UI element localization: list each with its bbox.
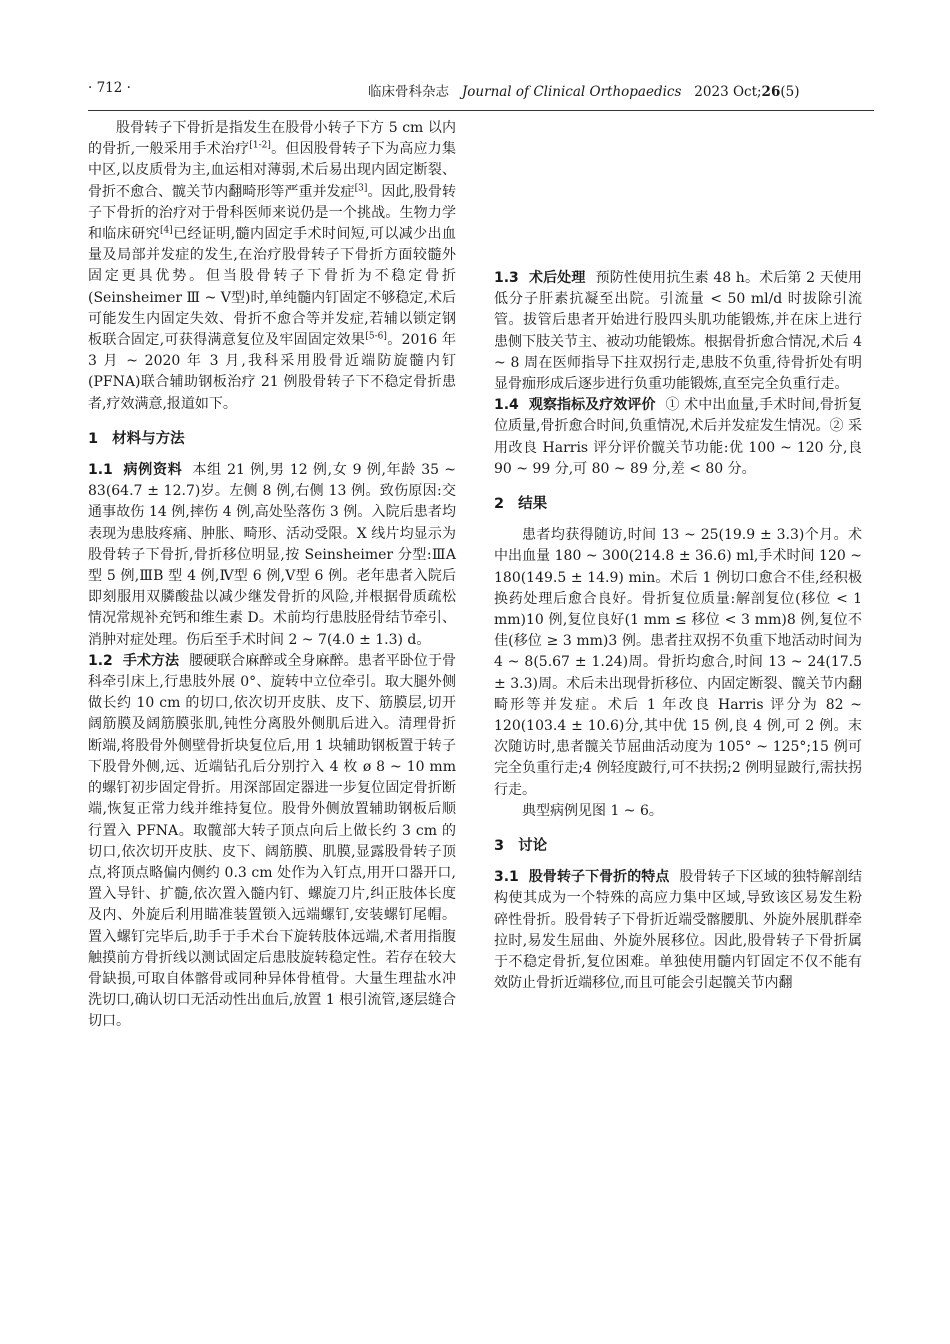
right-column-content: [494, 118, 862, 995]
subsection-1-2: 1.2 手术方法 腰硬联合麻醉或全身麻醉。患者平卧位于骨科牵引床上,行患肢外展 0°、旋转中立位牵引。取大腿外侧做长约 10 cm 的切口,依次切开皮肤、皮下、筋膜层,切开阔筋膜及阔筋膜张肌,钝性分离股外侧肌后进入。清理骨折断端,将股骨外侧壁骨折块复位后,用 1 块辅助钢板置于转子下股骨外侧,远、近端钻孔后分别拧入 4 枚 ø 8 ~ 10 mm 的螺钉初步固定骨折。用深部固定器进一步复位固定骨折断端,恢复正常力线并维持复位。股骨外侧放置辅助钢板后顺行置入 PFNA。取髋部大转子顶点向后上做长约 3 cm 的切口,依次切开皮肤、皮下、阔筋膜、肌膜,显露股骨转子顶点,将顶点略偏内侧约 0.3 cm 处作为入钉点,用开口器开口,置入导针、扩髓,依次置入髓内钉、螺旋刀片,纠正肢体长度及内、外旋后利用瞄准装置锁入远端螺钉,安装螺钉尾帽。置入螺钉完毕后,助手于手术台下旋转肢体远端,术者用指腹触摸前方骨折线以测试固定后患肢旋转稳定性。若存在较大骨缺损,可取自体髂骨或同种异体骨植骨。大量生理盐水冲洗切口,确认切口无活动性出血后,放置 1 根引流管,逐层缝合切口。: [88, 652, 457, 1030]
subsection-title: 观察指标及疗效评价: [528, 397, 656, 414]
results-paragraph: 患者均获得随访,时间 13 ~ 25(19.9 ± 3.3)个月。术中出血量 180 ~ 300(214.8 ± 36.6) ml,手术时间 120 ~ 180(149.5 ± 14.9) min。术后 1 例切口愈合不佳,经积极换药处理后愈合良好。骨折复位质量:解剖复位(移位 < 1 mm)10 例,复位良好(1 mm ≤ 移位 < 3 mm)8 例,复位不佳(移位 ≥ 3 mm)3 例。患者拄双拐不负重下地活动时间为 4 ~ 8(5.67 ± 1.24)周。骨折均愈合,时间 13 ~ 24(17.5 ± 3.3)周。术后未出现骨折移位、内固定断裂、髋关节内翻畸形等并发症。术后 1 年改良 Harris 评分为 82 ~ 120(103.4 ± 10.6)分,其中优 15 例,良 4 例,可 2 例。末次随访时,患者髋关节屈曲活动度为 105° ~ 125°;15 例可完全负重行走;4 例轻度跛行,可不扶拐;2 例明显跛行,需扶拐行走。: [494, 527, 862, 798]
subsection-title: 术后处理: [528, 270, 586, 286]
intro-paragraph: 股骨转子下骨折是指发生在股骨小转子下方 5 cm 以内的骨折,一般采用手术治疗[1-2]。但因股骨转子下为高应力集中区,以皮质骨为主,血运相对薄弱,术后易出现内固定断裂、骨折不愈合、髋关节内翻畸形等严重并发症[3]。因此,股骨转子下骨折的治疗对于骨科医师来说仍是一个挑战。生物力学和临床研究[4]已经证明,髓内固定手术时间短,可以减少出血量及局部并发症的发生,在治疗股骨转子下骨折方面较髓外固定更具优势。但当股骨转子下骨折为不稳定骨折(Seinsheimer Ⅲ ~ Ⅴ型)时,单纯髓内钉固定不够稳定,术后可能发生内固定失效、骨折不愈合等并发症,若辅以锁定钢板联合固定,可获得满意复位及牢固固定效果[5-6]。2016 年 3 月 ~ 2020 年 3 月,我科采用股骨近端防旋髓内钉(PFNA)联合辅助钢板治疗 21 例股骨转子下不稳定骨折患者,疗效满意,报道如下。: [88, 120, 457, 412]
issue-number: (5): [780, 84, 800, 100]
issue-date: 2023 Oct;: [694, 84, 762, 100]
subsection-title: 病例资料: [122, 462, 183, 479]
running-header: [88, 80, 874, 102]
left-column: [88, 118, 456, 1033]
citation-ref: [3]: [354, 182, 368, 193]
volume-number: 26: [761, 84, 781, 100]
journal-citation: [368, 80, 799, 100]
page-number: · 712 ·: [88, 80, 131, 96]
subsection-1-3: 1.3 术后处理 预防性使用抗生素 48 h。术后第 2 天使用低分子肝素抗凝至出院。引流量 < 50 ml/d 时拔除引流管。拔管后患者开始进行股四头肌功能锻炼,并在床上进行患侧下肢关节主、被动功能锻炼。根据骨折愈合情况,术后 4 ~ 8 周在医师指导下拄双拐行走,患肢不负重,待骨折处有明显骨痂形成后逐步进行负重功能锻炼,直至完全负重行走。: [494, 270, 862, 393]
journal-title-cn: 临床骨科杂志: [368, 84, 449, 100]
header-rule: [88, 110, 874, 111]
subsection-title: 股骨转子下骨折的特点: [528, 869, 670, 886]
figure-reference: 典型病例见图 1 ~ 6。: [522, 802, 663, 819]
citation-ref: [5-6]: [365, 331, 387, 342]
citation-ref: [4]: [160, 225, 173, 236]
citation-ref: [1-2]: [249, 140, 271, 151]
subsection-3-1: 3.1 股骨转子下骨折的特点 股骨转子下区域的独特解剖结构使其成为一个特殊的高应力集中区域,导致该区易发生粉碎性骨折。股骨转子下骨折近端受髂腰肌、外旋外展肌群牵拉时,易发生屈曲、外旋外展移位。因此,股骨转子下骨折属于不稳定骨折,复位困难。单独使用髓内钉固定不仅不能有效防止骨折近端移位,而且可能会引起髋关节内翻: [494, 869, 863, 992]
subsection-1-4: 1.4 观察指标及疗效评价 ① 术中出血量,手术时间,骨折复位质量,骨折愈合时间,负重情况,术后并发症发生情况。② 采用改良 Harris 评分评价髋关节功能:优 100 ~ 120 分,良 90 ~ 99 分,可 80 ~ 89 分,差 < 80 分。: [494, 397, 862, 477]
subsection-title: 手术方法: [122, 652, 180, 669]
section-heading-discussion: 3 讨论: [494, 838, 548, 855]
section-heading-results: 2 结果: [494, 496, 548, 513]
subsection-1-1: 1.1 病例资料 本组 21 例,男 12 例,女 9 例,年龄 35 ~ 83(64.7 ± 12.7)岁。左侧 8 例,右侧 13 例。致伤原因:交通事故伤 14 例,摔伤 4 例,高处坠落伤 3 例。入院后患者均表现为患肢疼痛、肿胀、畸形、活动受限。X 线片均显示为股骨转子下骨折,骨折移位明显,按 Seinsheimer 分型:ⅢA 型 5 例,ⅢB 型 4 例,Ⅳ型 6 例,Ⅴ型 6 例。老年患者入院后即刻服用双膦酸盐以减少继发骨折的风险,并根据骨质疏松情况常规补充钙和维生素 D。术前均行患肢胫骨结节牵引、消肿对症处理。伤后至手术时间 2 ~ 7(4.0 ± 1.3) d。: [88, 462, 456, 648]
journal-title-en: Journal of Clinical Orthopaedics: [461, 84, 682, 100]
section-heading-methods: 1 材料与方法: [88, 430, 185, 447]
